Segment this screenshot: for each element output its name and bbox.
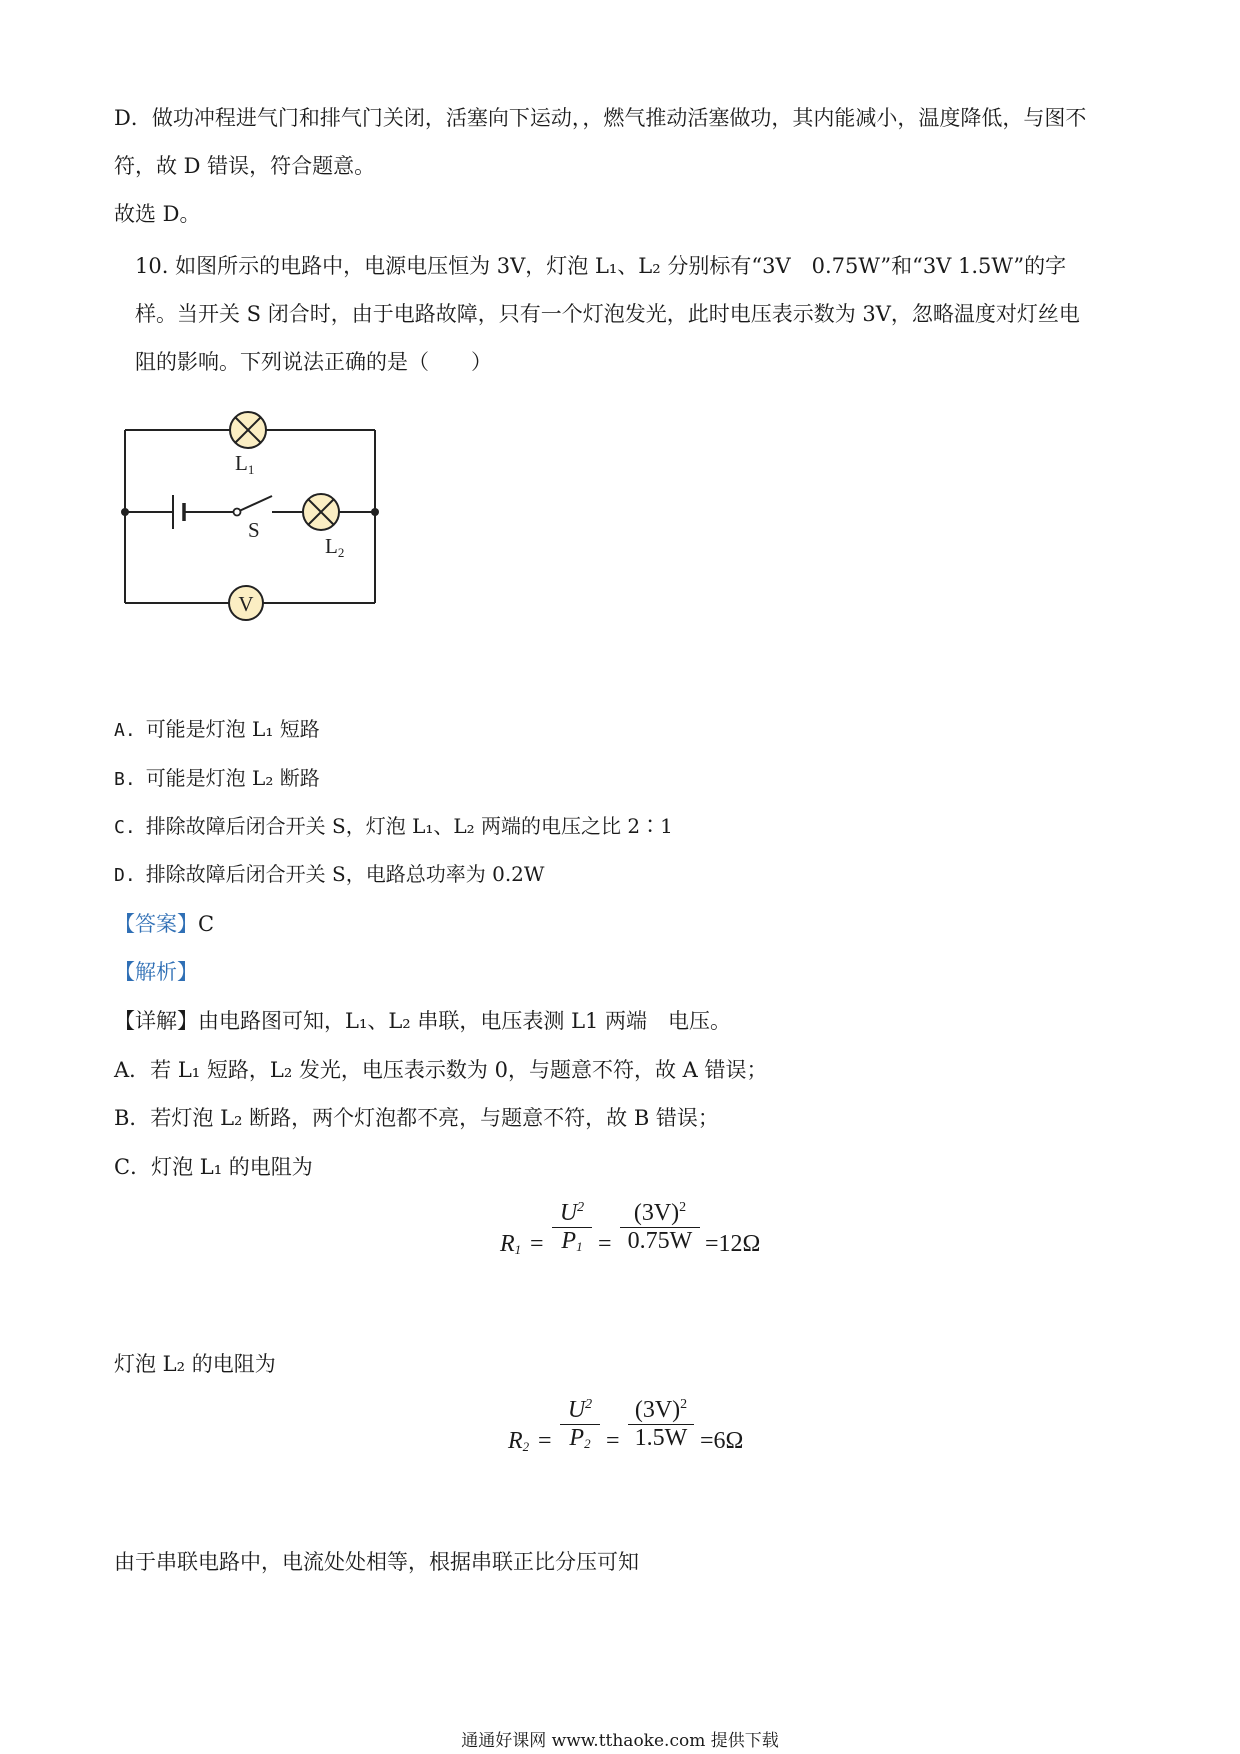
option-c-text: 排除故障后闭合开关 S，灯泡 L₁、L₂ 两端的电压之比 2∶1: [145, 814, 673, 838]
eq2-lhs: $R_2$: [508, 1428, 530, 1454]
prev-d-line2: 符，故 D 错误，符合题意。: [114, 154, 376, 178]
eq2-fraction-2: $(3V)^2$ 1.5W: [628, 1397, 694, 1452]
page-footer: 通通好课网 www.tthaoke.com 提供下载: [461, 1731, 779, 1751]
junction-right: [371, 508, 379, 516]
answer-value: C: [198, 912, 215, 936]
option-b-text: 可能是灯泡 L₂ 断路: [145, 766, 320, 790]
switch-contact: [234, 509, 241, 516]
question-line3: 阻的影响。下列说法正确的是（ ）: [135, 350, 492, 374]
detail-c: C．灯泡 L₁ 的电阻为: [114, 1155, 313, 1179]
eq1-lhs: $R_1$: [500, 1231, 522, 1257]
prev-choose: 故选 D。: [114, 202, 201, 226]
lamp-l2-icon: [303, 494, 339, 530]
option-d: [114, 860, 544, 890]
equation-r2: $R_2$ = $U^2$ $P_2$ = $(3V)^2$ 1.5W =6Ω: [508, 1397, 744, 1454]
circuit-diagram: [105, 405, 390, 635]
detail-l2: 灯泡 L₂ 的电阻为: [114, 1352, 276, 1376]
lamp-l2-label: L2: [325, 534, 345, 560]
option-d-tag: D.: [114, 865, 136, 886]
equation-r1: $R_1$ = $U^2$ $P_1$ = $(3V)^2$ 0.75W =12Ω: [500, 1200, 761, 1257]
option-d-text: 排除故障后闭合开关 S，电路总功率为 0.2W: [145, 862, 545, 886]
detail-a: A．若 L₁ 短路，L₂ 发光，电压表示数为 0，与题意不符，故 A 错误；: [114, 1058, 768, 1082]
option-a-tag: A.: [114, 720, 136, 741]
option-c-tag: C.: [114, 817, 136, 838]
lamp-l1-label: L1: [235, 451, 255, 477]
option-c: [114, 812, 673, 842]
lamp-l1-icon: [230, 412, 266, 448]
battery-symbol: [173, 495, 184, 529]
prev-d-line1: D．做功冲程进气门和排气门关闭，活塞向下运动，，燃气推动活塞做功，其内能减小，温度降低，与图不: [114, 106, 1087, 130]
question-line1: 10. 如图所示的电路中，电源电压恒为 3V，灯泡 L₁、L₂ 分别标有“3V 0.75W”和“3V 1.5W”的字: [135, 254, 1067, 278]
eq1-result: =12Ω: [705, 1231, 761, 1257]
switch-label: S: [248, 518, 260, 542]
voltmeter-label: V: [238, 592, 254, 616]
eq2-result: =6Ω: [700, 1428, 744, 1454]
eq1-fraction-1: $U^2$ $P_1$: [552, 1200, 592, 1255]
option-b: [114, 764, 320, 794]
detail-b: B．若灯泡 L₂ 断路，两个灯泡都不亮，与题意不符，故 B 错误；: [114, 1106, 719, 1130]
option-a: [114, 715, 320, 745]
option-a-text: 可能是灯泡 L₁ 短路: [145, 717, 320, 741]
junction-left: [121, 508, 129, 516]
answer-label: 【答案】: [114, 912, 198, 936]
detail-intro-label: 【详解】: [114, 1009, 198, 1033]
detail-intro: [114, 1007, 731, 1035]
detail-intro-text: 由电路图可知，L₁、L₂ 串联，电压表测 L1 两端 电压。: [198, 1009, 732, 1033]
question-line2: 样。当开关 S 闭合时，由于电路故障，只有一个灯泡发光，此时电压表示数为 3V，忽略温度对灯丝电: [135, 302, 1080, 326]
option-b-tag: B.: [114, 769, 136, 790]
eq2-fraction-1: $U^2$ $P_2$: [560, 1397, 600, 1452]
voltmeter-icon: [229, 586, 263, 620]
detail-series: 由于串联电路中，电流处处相等，根据串联正比分压可知: [114, 1550, 639, 1574]
analysis-label: 【解析】: [114, 960, 198, 984]
answer-line: [114, 910, 214, 938]
eq1-fraction-2: $(3V)^2$ 0.75W: [620, 1200, 700, 1255]
